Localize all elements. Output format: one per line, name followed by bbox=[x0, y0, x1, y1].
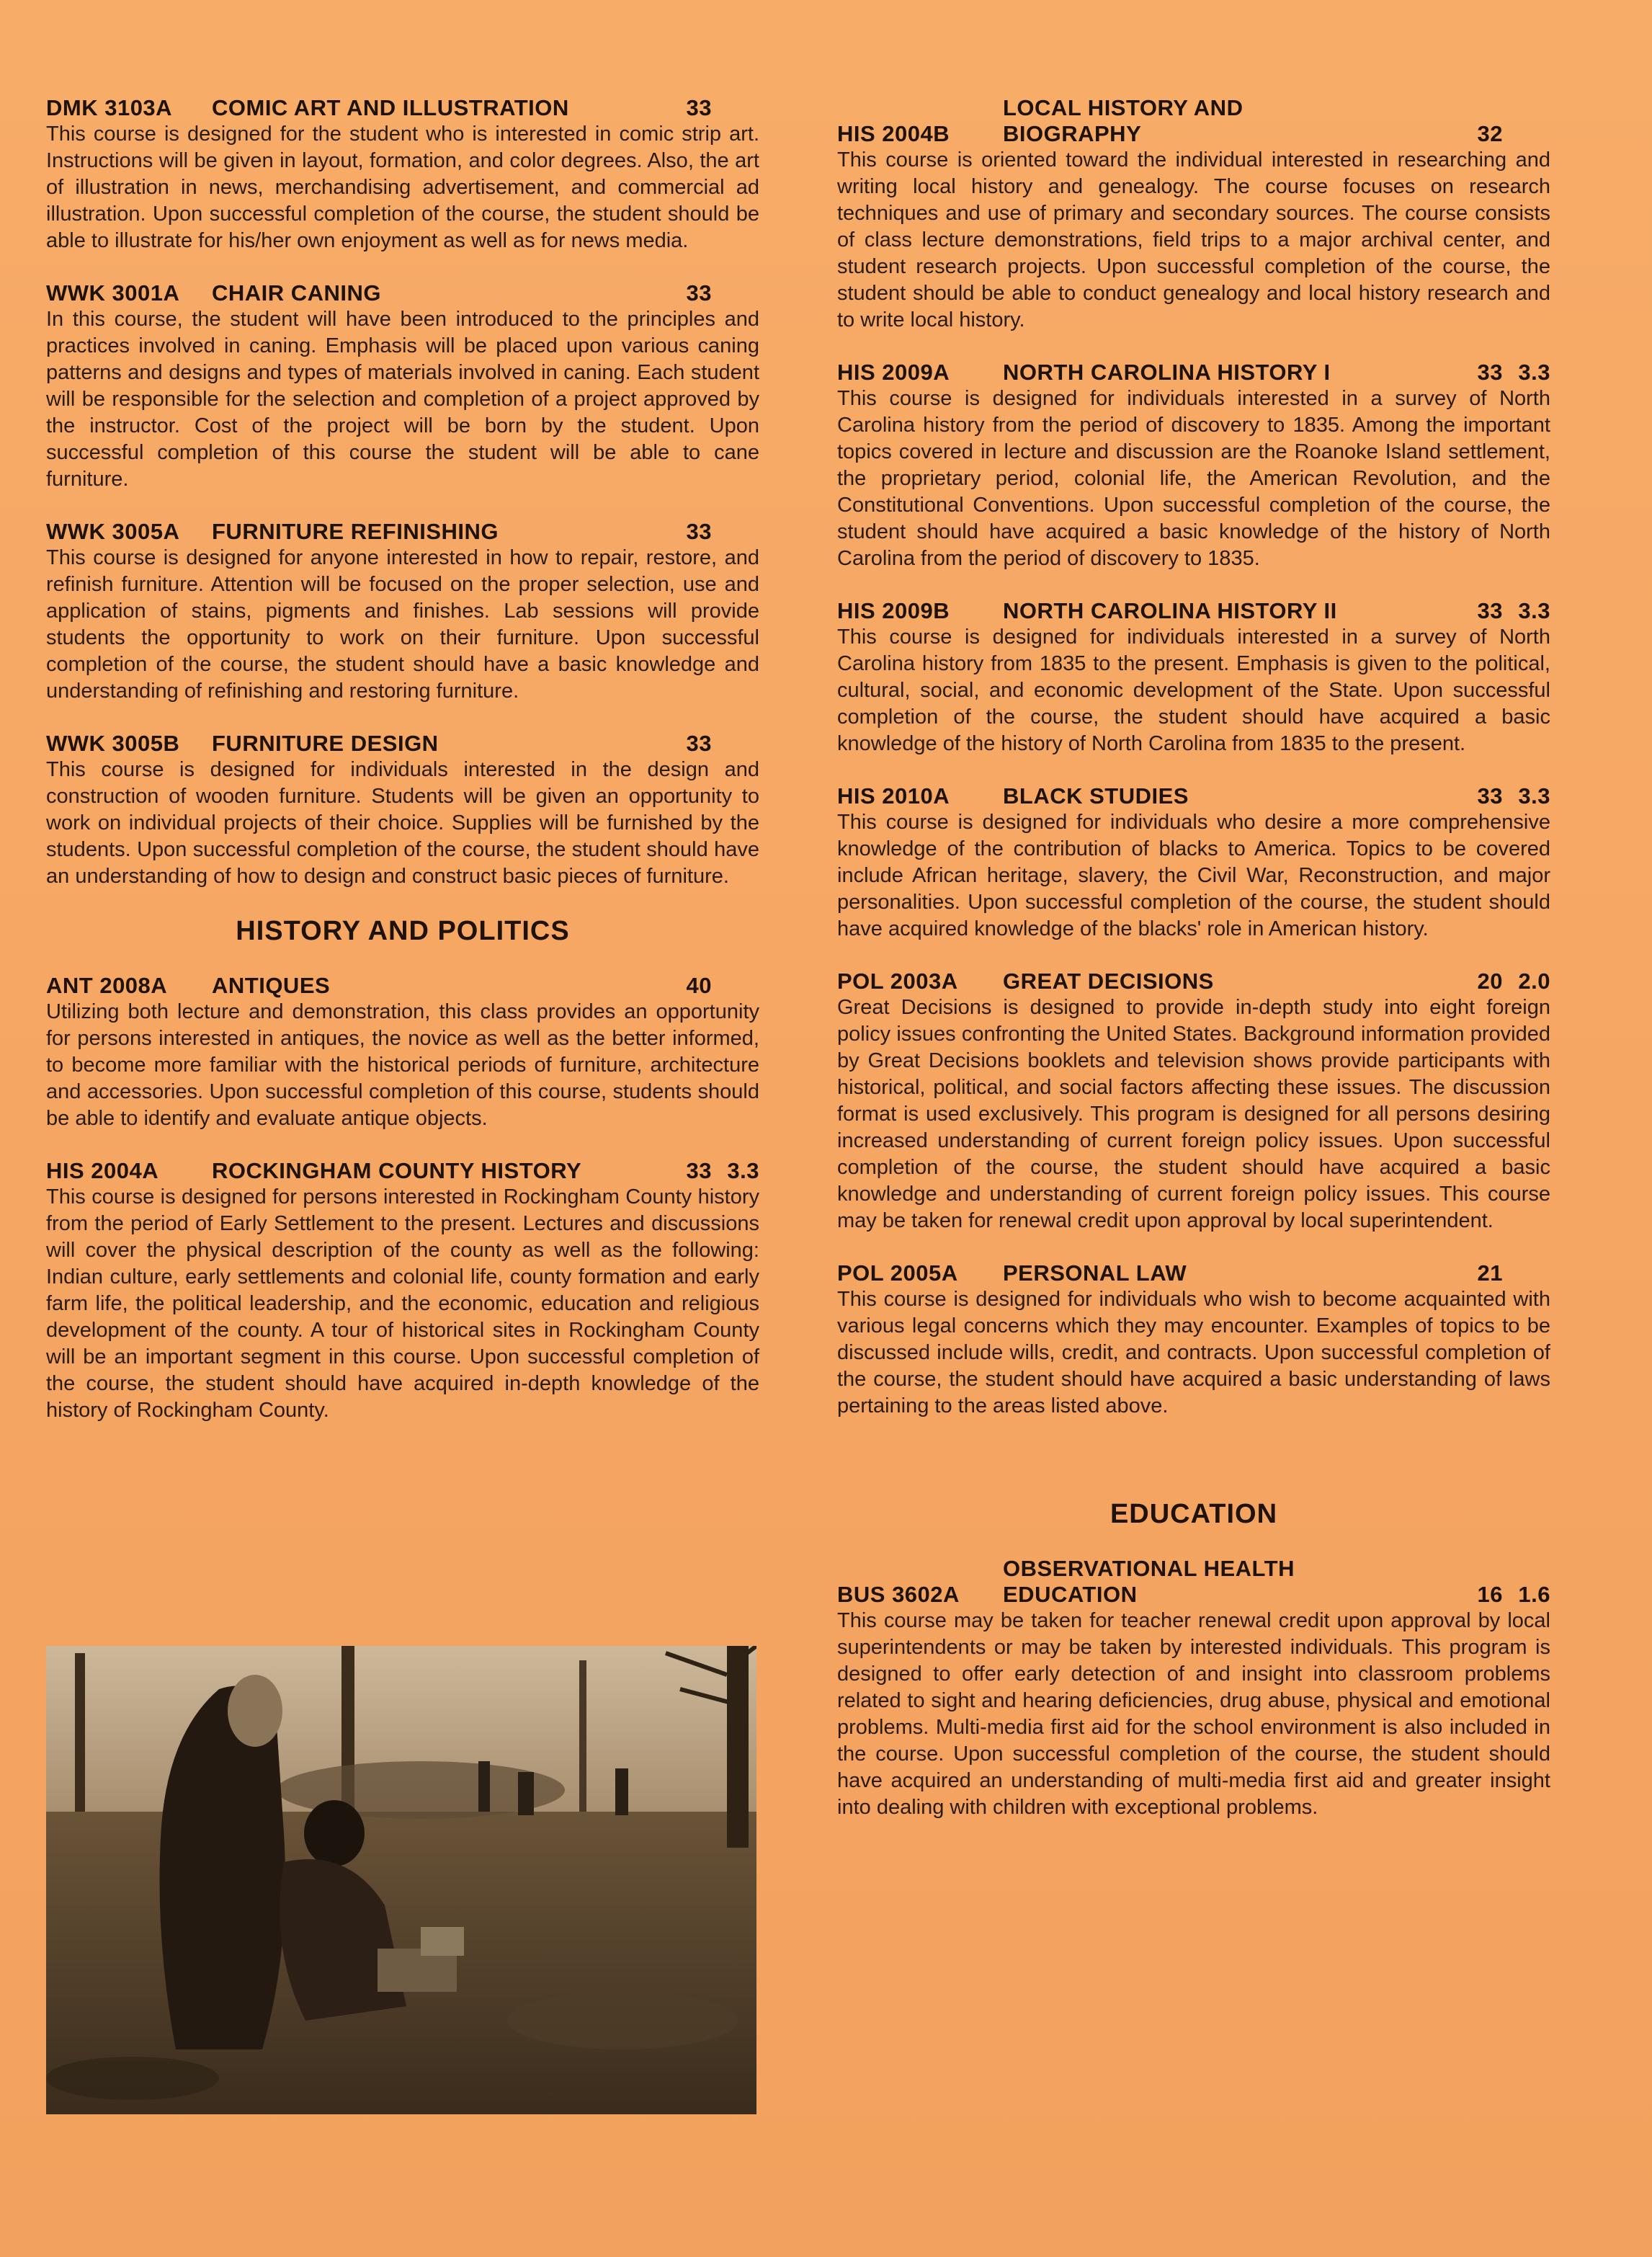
course-description: This course is oriented toward the individual interested in researching and writing local history and genealogy. The course focuses on research techniques and use of primary and secondary sources. The course consists of class lecture demonstrations, field trips to a major archival center, and student research projects. Upon successful completion of the course, the student should be able to conduct genealogy and local history research and to write local history. bbox=[837, 148, 1550, 331]
course-his-2004b bbox=[837, 95, 1550, 334]
course-his-2009b bbox=[837, 598, 1550, 757]
course-heading bbox=[46, 95, 759, 121]
course-heading bbox=[46, 280, 759, 306]
course-description: This course may be taken for teacher renewal credit upon approval by local superintendents or may be taken by interested individuals. This program is designed to offer early detection of and insight into classroom problems related to sight and hearing deficiencies, drug abuse, physical and emotional problems. Multi-media first aid for the school environment is also included in the course. Upon successful completion of the course, the student should have acquired an understanding of multi-media first aid and greater insight into dealing with children with exceptional problems. bbox=[837, 1609, 1550, 1819]
course-title bbox=[1003, 1260, 1460, 1286]
course-heading bbox=[46, 519, 759, 545]
course-code: DMK 3103A bbox=[46, 95, 173, 120]
course-heading bbox=[46, 1158, 759, 1184]
course-code: HIS 2004A bbox=[46, 1158, 159, 1183]
course-hours: 33 bbox=[1477, 783, 1503, 809]
course-heading bbox=[837, 598, 1550, 624]
course-ceu: 1.6 bbox=[1518, 1582, 1550, 1607]
course-hours: 32 bbox=[1477, 121, 1503, 146]
course-wwk-3005b bbox=[46, 731, 759, 890]
course-title-line: CHAIR CANING bbox=[212, 280, 382, 306]
course-title-line-2: BIOGRAPHY bbox=[1003, 121, 1142, 146]
course-title bbox=[1003, 360, 1460, 386]
course-title bbox=[212, 973, 669, 999]
course-hours: 33 bbox=[1477, 360, 1503, 385]
course-title bbox=[212, 1158, 669, 1184]
course-heading bbox=[837, 95, 1550, 147]
course-title bbox=[212, 95, 669, 121]
course-wwk-3001a bbox=[46, 280, 759, 493]
course-hours: 33 bbox=[686, 280, 712, 306]
course-title-line: NORTH CAROLINA HISTORY II bbox=[1003, 598, 1337, 623]
course-title-line: GREAT DECISIONS bbox=[1003, 969, 1214, 994]
course-his-2010a bbox=[837, 783, 1550, 943]
course-hours: 33 bbox=[686, 1158, 712, 1183]
left-column bbox=[46, 95, 759, 1450]
course-hours: 33 bbox=[1477, 598, 1503, 623]
course-heading bbox=[837, 969, 1550, 994]
course-description: In this course, the student will have been introduced to the principles and practices involved in caning. Emphasis will be placed upon various caning patterns and designs and types of materials involved in caning. Each student will be responsible for the selection and completion of a project approved by the instructor. Cost of the project will be born by the student. Upon successful completion of this course the student will be able to cane furniture. bbox=[46, 308, 759, 491]
course-wwk-3005a bbox=[46, 519, 759, 705]
course-heading bbox=[46, 973, 759, 999]
course-code: ANT 2008A bbox=[46, 973, 168, 998]
course-title-line: ROCKINGHAM COUNTY HISTORY bbox=[212, 1158, 582, 1183]
course-title bbox=[212, 519, 669, 545]
section-title-education: EDUCATION bbox=[1109, 1499, 1278, 1529]
course-title-line: COMIC ART AND ILLUSTRATION bbox=[212, 95, 569, 120]
course-ceu: 2.0 bbox=[1518, 969, 1550, 994]
course-bus-3602a bbox=[837, 1556, 1550, 1821]
course-pol-2005a bbox=[837, 1260, 1550, 1420]
course-description: This course is designed for individuals who wish to become acquainted with various legal concerns which they may encounter. Examples of topics to be discussed include wills, credit, and contracts. Upon successful completion of the course, the student should have acquired a basic understanding of laws pertaining to the areas listed above. bbox=[837, 1288, 1550, 1417]
course-description: This course is designed for individuals who desire a more comprehensive knowledge of the contribution of blacks to America. Topics to be covered include African heritage, slavery, the Civil War, Reconstruction, and major personalities. Upon successful completion of the course, the student should have acquired knowledge of the blacks' role in American history. bbox=[837, 811, 1550, 940]
course-description: This course is designed for individuals interested in a survey of North Carolina history from 1835 to the present. Emphasis is given to the political, cultural, social, and economic development of the State. Upon successful completion of the course, the student should have acquired a basic knowledge of the history of North Carolina from 1835 to the present. bbox=[837, 626, 1550, 755]
course-his-2004a bbox=[46, 1158, 759, 1424]
course-description: Utilizing both lecture and demonstration, this class provides an opportunity for persons interested in antiques, the novice as well as the better informed, to become more familiar with the historical periods of furniture, architecture and accessories. Upon successful completion of this course, students should be able to identify and evaluate antique objects. bbox=[46, 1000, 759, 1130]
course-title-line: OBSERVATIONAL HEALTH bbox=[1003, 1556, 1295, 1581]
course-hours: 40 bbox=[686, 973, 712, 998]
course-title-line-2: EDUCATION bbox=[1003, 1582, 1138, 1607]
course-title bbox=[212, 731, 669, 757]
course-title bbox=[1003, 598, 1460, 624]
course-title-line: BLACK STUDIES bbox=[1003, 783, 1189, 809]
course-title-line: ANTIQUES bbox=[212, 973, 331, 998]
course-heading bbox=[837, 783, 1550, 809]
course-code: WWK 3005A bbox=[46, 519, 180, 544]
course-ceu: 3.3 bbox=[1518, 783, 1550, 809]
course-hours: 33 bbox=[686, 519, 712, 544]
course-description: This course is designed for persons interested in Rockingham County history from the period of Early Settlement to the present. Lectures and discussions will cover the physical description of the county as well as the following: Indian culture, early settlements and colonial life, county formation and early farm life, the political leadership, and the economic, education and religious development of the county. A tour of historical sites in Rockingham County will be an important segment in this course. Upon successful completion of the course, the student should have acquired in-depth knowledge of the history of Rockingham County. bbox=[46, 1185, 759, 1422]
course-title-line: NORTH CAROLINA HISTORY I bbox=[1003, 360, 1331, 385]
course-title-line: FURNITURE REFINISHING bbox=[212, 519, 499, 544]
course-dmk-3103a bbox=[46, 95, 759, 254]
field-trip-photo bbox=[46, 1646, 756, 2114]
course-title-line: LOCAL HISTORY AND bbox=[1003, 95, 1244, 120]
course-pol-2003a bbox=[837, 969, 1550, 1234]
course-hours: 20 bbox=[1477, 969, 1503, 994]
course-title-line: FURNITURE DESIGN bbox=[212, 731, 439, 756]
course-heading bbox=[837, 1556, 1550, 1608]
course-description: Great Decisions is designed to provide in-depth study into eight foreign policy issues confronting the United States. Background information provided by Great Decisions booklets and television shows provide participants with historical, political, and social factors affecting these issues. The discussion format is used exclusively. This program is designed for all persons desiring increased understanding of current foreign policy issues. Upon successful completion of the course, the student should have acquired a basic knowledge and understanding of current foreign policy issues. This course may be taken for renewal credit upon approval by local superintendent. bbox=[837, 996, 1550, 1232]
right-column bbox=[837, 95, 1550, 1847]
course-title bbox=[1003, 783, 1460, 809]
course-hours: 16 bbox=[1477, 1582, 1503, 1607]
course-hours: 33 bbox=[686, 731, 712, 756]
course-code: WWK 3001A bbox=[46, 280, 180, 306]
course-description: This course is designed for individuals interested in a survey of North Carolina history from the period of discovery to 1835. Among the important topics covered in lecture and discussion are the Roanoke Island settlement, the proprietary period, colonial life, the American Revolution, and the Constitutional Conventions. Upon successful completion of the course, the student should have acquired a basic knowledge of the history of North Carolina from the period of discovery to 1835. bbox=[837, 387, 1550, 570]
course-code: POL 2005A bbox=[837, 1260, 958, 1286]
course-code: HIS 2009A bbox=[837, 360, 950, 385]
course-code: HIS 2010A bbox=[837, 783, 950, 809]
course-ceu: 3.3 bbox=[1518, 360, 1550, 385]
course-code: HIS 2009B bbox=[837, 598, 950, 623]
course-description: This course is designed for the student who is interested in comic strip art. Instructions will be given in layout, formation, and color degrees. Also, the art of illustration in news, merchandising advertisement, and commercial ad illustration. Upon successful completion of the course, the student should be able to illustrate for his/her own enjoyment as well as for news media. bbox=[46, 123, 759, 252]
course-title bbox=[1003, 95, 1460, 147]
course-title bbox=[212, 280, 669, 306]
course-code: BUS 3602A bbox=[837, 1582, 960, 1607]
course-hours: 33 bbox=[686, 95, 712, 120]
course-hours: 21 bbox=[1477, 1260, 1503, 1286]
course-heading bbox=[46, 731, 759, 757]
course-ant-2008a bbox=[46, 973, 759, 1132]
course-title-line: PERSONAL LAW bbox=[1003, 1260, 1187, 1286]
section-title-history-politics: HISTORY AND POLITICS bbox=[236, 916, 570, 946]
course-ceu: 3.3 bbox=[1518, 598, 1550, 623]
course-code: HIS 2004B bbox=[837, 121, 950, 146]
course-title bbox=[1003, 1556, 1460, 1608]
course-ceu: 3.3 bbox=[727, 1158, 759, 1183]
course-description: This course is designed for anyone interested in how to repair, restore, and refinish furniture. Attention will be focused on the proper selection, use and application of stains, pigments and finishes. Lab sessions will provide students the opportunity to work on their furniture. Upon successful completion of the course, the student should have a basic knowledge and understanding of refinishing and restoring furniture. bbox=[46, 546, 759, 703]
course-his-2009a bbox=[837, 360, 1550, 572]
course-description: This course is designed for individuals interested in the design and construction of wooden furniture. Students will be given an opportunity to work on individual projects of their choice. Supplies will be furnished by the students. Upon successful completion of the course, the student should have an understanding of how to design and construct basic pieces of furniture. bbox=[46, 758, 759, 888]
course-heading bbox=[837, 1260, 1550, 1286]
photo-illustration bbox=[46, 1646, 756, 2114]
course-code: WWK 3005B bbox=[46, 731, 180, 756]
course-title bbox=[1003, 969, 1460, 994]
course-heading bbox=[837, 360, 1550, 386]
course-code: POL 2003A bbox=[837, 969, 958, 994]
